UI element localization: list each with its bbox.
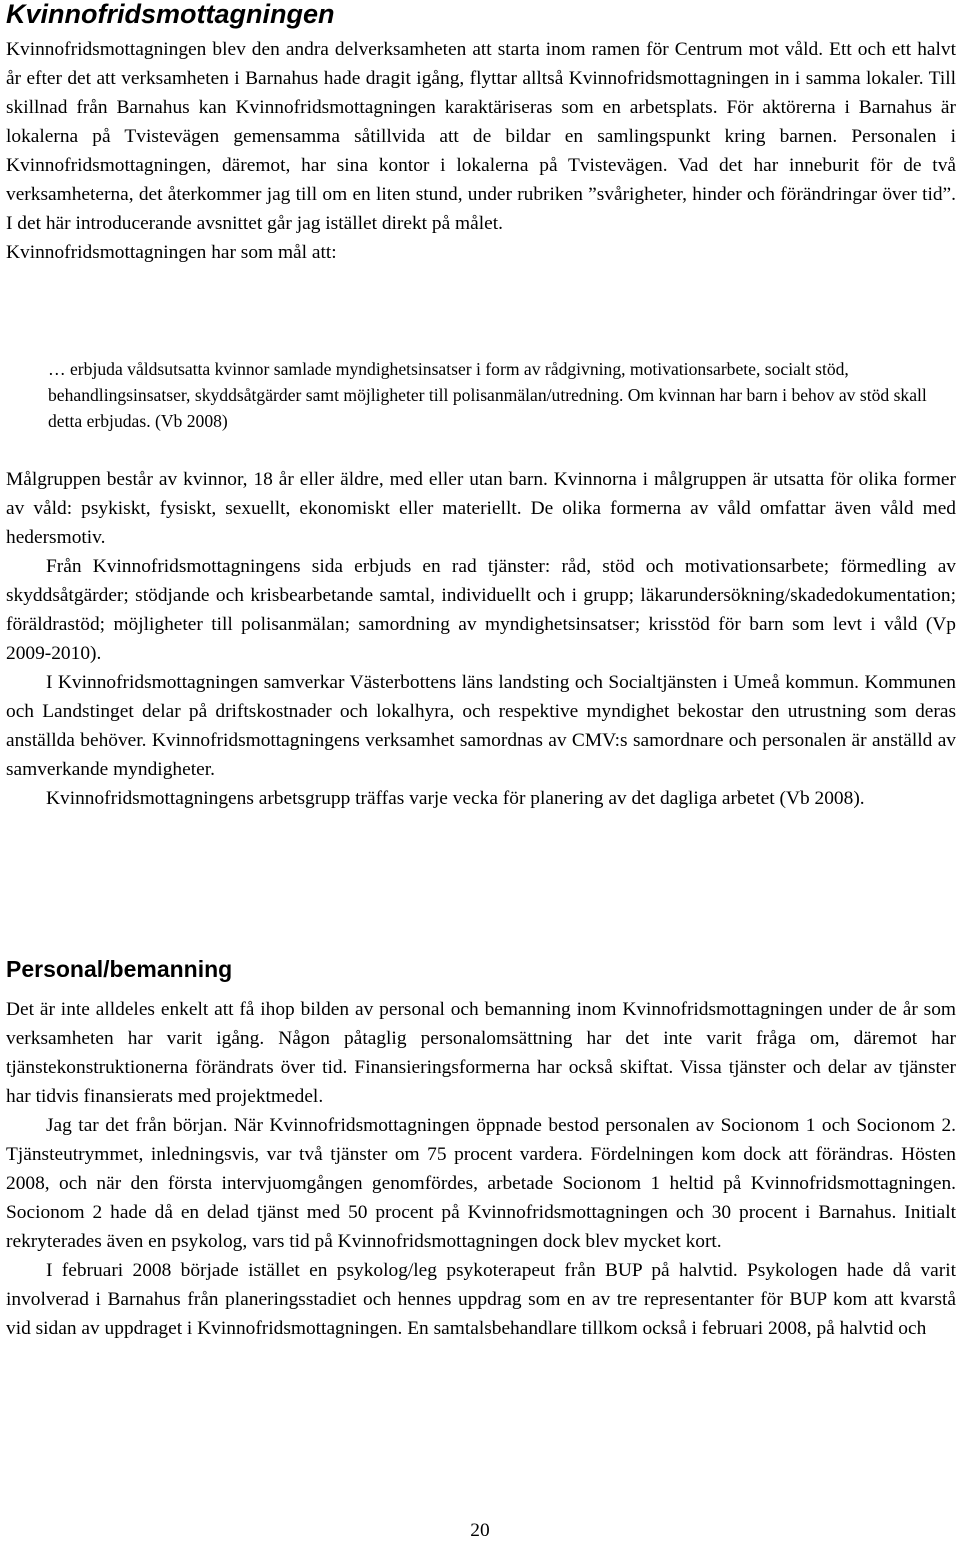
section1-body — [6, 35, 956, 267]
page-number: 20 — [470, 1520, 490, 1541]
section2-body — [6, 995, 956, 1343]
goal-lead-paragraph: Kvinnofridsmottagningen har som mål att: — [6, 242, 337, 263]
workgroup-paragraph: Kvinnofridsmottagningens arbetsgrupp träffas varje vecka för planering av det dagliga arbetet (Vb 2008). — [46, 788, 865, 809]
target-group-paragraph: Målgruppen består av kvinnor, 18 år eller äldre, med eller utan barn. Kvinnorna i målgruppen är utsatta för olika former av våld: psykiskt, fysiskt, sexuellt, ekonomiskt eller materiellt. De olika formerna av våld omfattar även våld med hedersmotiv. — [6, 469, 956, 548]
goal-quote — [48, 356, 943, 434]
staffing-paragraph-3: I februari 2008 började istället en psykolog/leg psykoterapeut från BUP på halvtid. Psykologen hade då varit involverad i Barnahus från planeringsstadiet och hennes uppdrag som en av tre representanter för BUP kom att kvarstå vid sidan av uppdraget i Kvinnofridsmottagningen. En samtalsbehandlare tillkom också i februari 2008, på halvtid och — [6, 1260, 956, 1339]
staffing-paragraph-2: Jag tar det från början. När Kvinnofridsmottagningen öppnade bestod personalen av Socionom 1 och Socionom 2. Tjänsteutrymmet, inledningsvis, var två tjänster om 75 procent vardera. Fördelningen kom dock att förändras. Hösten 2008, och när den första intervjuomgången genomfördes, arbetade Socionom 1 heltid på Kvinnofridsmottagningen. Socionom 2 hade då en delad tjänst med 50 procent på Kvinnofridsmottagningen och 30 procent i Barnahus. Initialt rekryterades även en psykolog, vars tid på Kvinnofridsmottagningen dock blev mycket kort. — [6, 1115, 956, 1252]
cooperation-paragraph: I Kvinnofridsmottagningen samverkar Västerbottens läns landsting och Socialtjänsten i Umeå kommun. Kommunen och Landstinget delar på driftskostnader och lokalhyra, och respektive myndighet bekostar den utrustning som deras anställda behöver. Kvinnofridsmottagningens verksamhet samordnas av CMV:s samordnare och personalen är anställd av samverkande myndigheter. — [6, 672, 956, 780]
intro-paragraph: Kvinnofridsmottagningen blev den andra delverksamheten att starta inom ramen för Centrum mot våld. Ett och ett halvt år efter det att verksamheten i Barnahus hade dragit igång, flyttar alltså Kvinnofridsmottagningen in i samma lokaler. Till skillnad från Barnahus kan Kvinnofridsmottagningen karaktäriseras som en arbetsplats. För aktörerna i Barnahus är lokalerna på Tvistevägen gemensamma såtillvida att de bildar en samlingspunkt kring barnen. Personalen i Kvinnofridsmottagningen, däremot, har sina kontor i lokalerna på Tvistevägen. Vad det har inneburit för de två verksamheterna, det återkommer jag till om en liten stund, under rubriken ”svårigheter, hinder och förändringar över tid”. I det här introducerande avsnittet går jag istället direkt på målet. — [6, 39, 956, 234]
goal-quote-text: … erbjuda våldsutsatta kvinnor samlade myndighetsinsatser i form av rådgivning, motivationsarbete, socialt stöd, behandlingsinsatser, skyddsåtgärder samt möjligheter till polisanmälan/utredning. Om kvinnan har barn i behov av stöd skall detta erbjudas. (Vb 2008) — [48, 359, 927, 431]
section-heading-kvinnofridsmottagningen: Kvinnofridsmottagningen — [6, 0, 335, 29]
staffing-paragraph-1: Det är inte alldeles enkelt att få ihop bilden av personal och bemanning inom Kvinnofridsmottagningen under de år som verksamheten har varit igång. Någon påtaglig personalomsättning har det inte varit fråga om, däremot har tjänstekonstruktionerna förändrats över tid. Finansieringsformerna har också skiftat. Vissa tjänster och delar av tjänster har tidvis finansierats med projektmedel. — [6, 999, 956, 1107]
section1-body-continued — [6, 465, 956, 813]
services-paragraph: Från Kvinnofridsmottagningens sida erbjuds en rad tjänster: råd, stöd och motivationsarbete; förmedling av skyddsåtgärder; stödjande och krisbearbetande samtal, individuellt och i grupp; läkarundersökning/skadedokumentation; föräldrastöd; möjligheter till polisanmälan; samordning av myndighetsinsatser; krisstöd för barn som levt i våld (Vp 2009-2010). — [6, 556, 956, 664]
section-heading-personal-bemanning: Personal/bemanning — [6, 956, 233, 982]
